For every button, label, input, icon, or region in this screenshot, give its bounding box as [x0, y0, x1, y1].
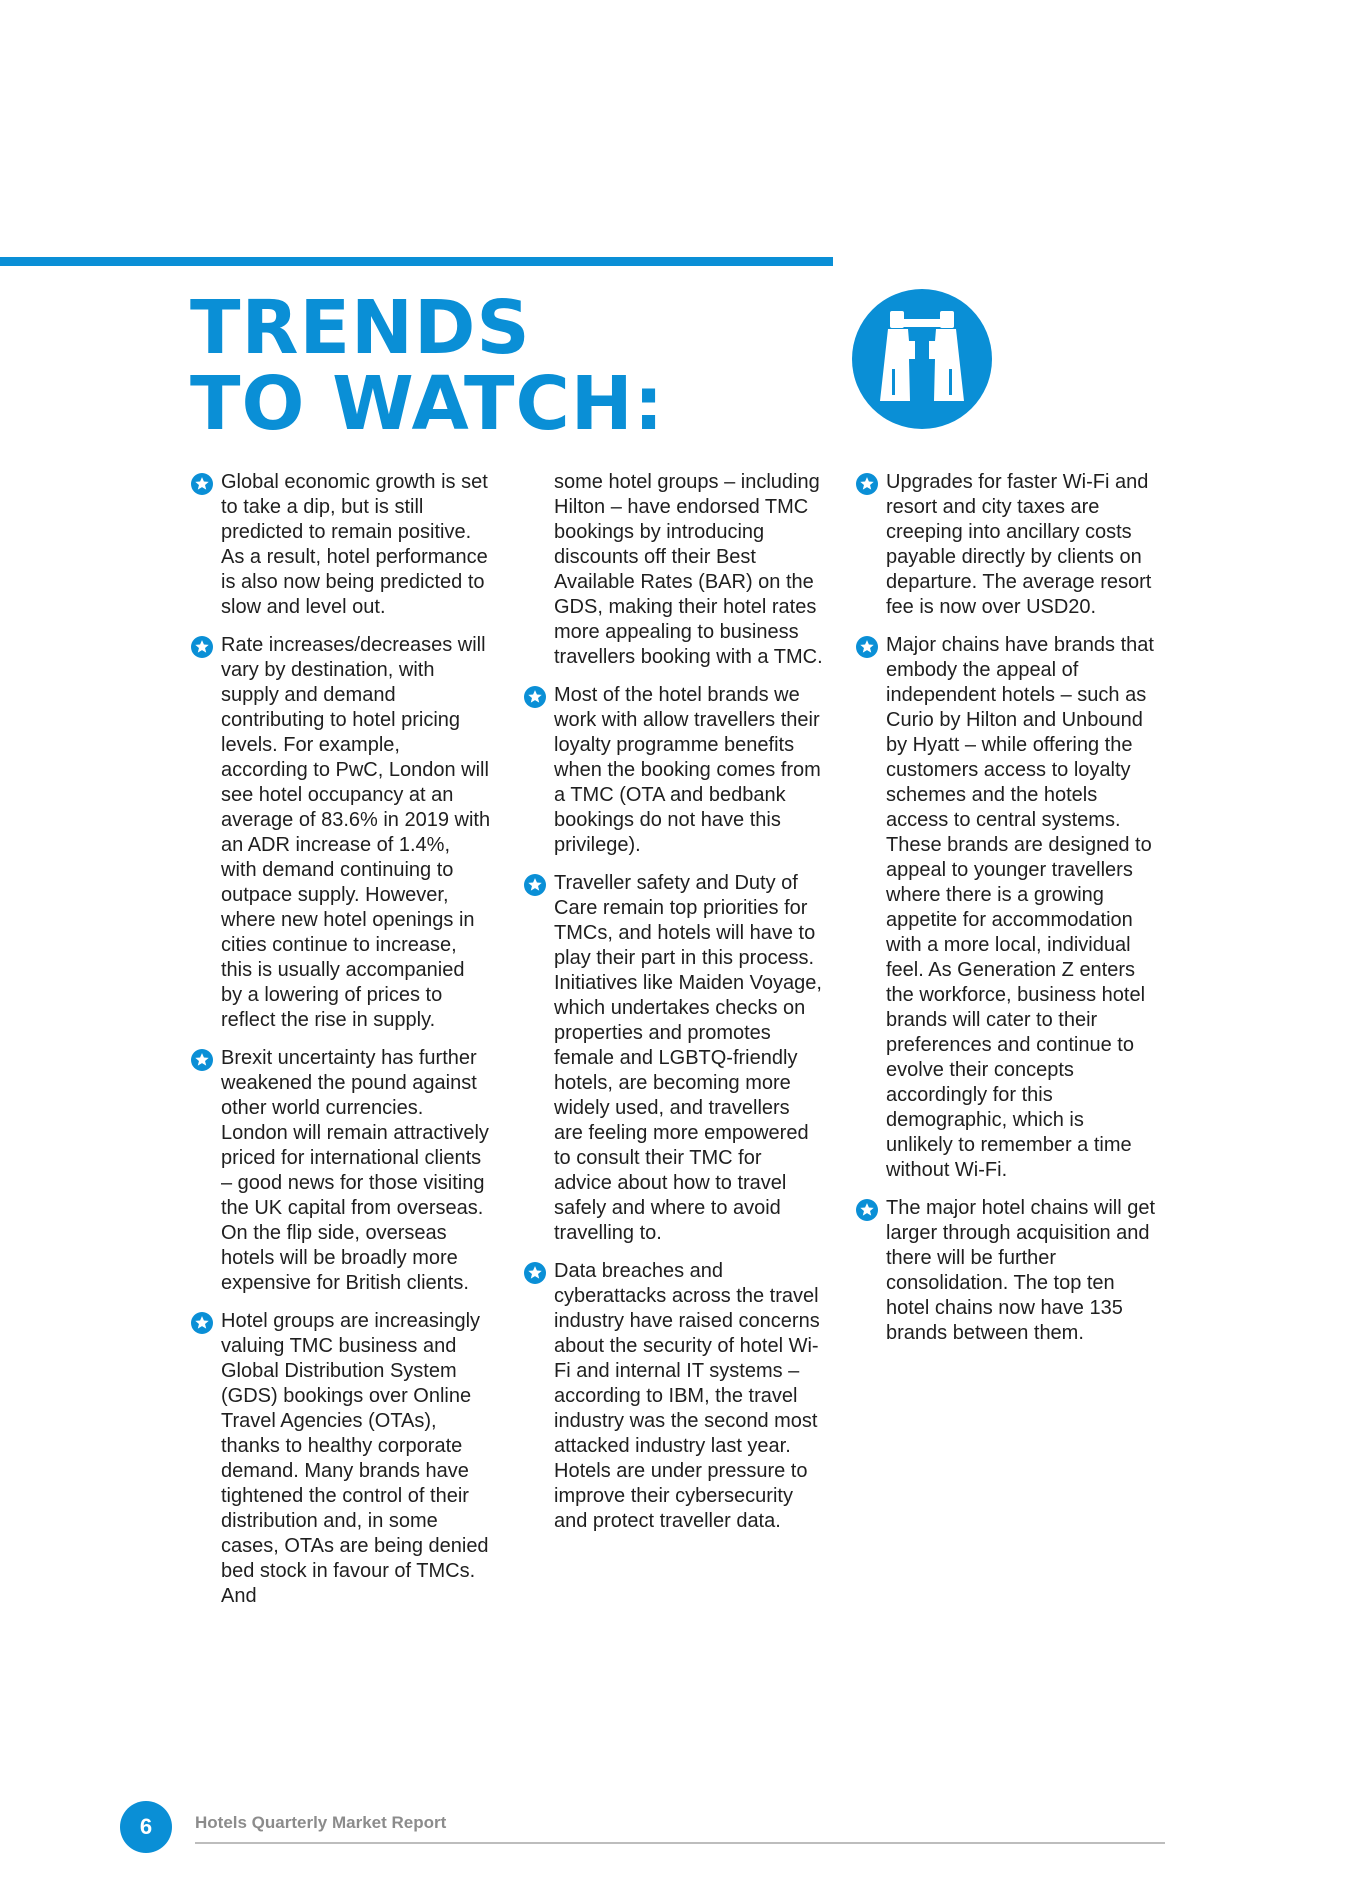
footer-report-title: Hotels Quarterly Market Report — [195, 1813, 447, 1832]
star-bullet-icon — [524, 686, 546, 708]
star-bullet-icon — [856, 636, 878, 658]
list-item-text: Data breaches and cyberattacks across the travel industry have raised concerns about the security of hotel Wi-Fi and internal IT systems – according to IBM, the travel industry was the second most attacked industry last year. Hotels are under pressure to improve their cybersecurity and protect traveller data. — [554, 1260, 820, 1532]
binoculars-icon — [852, 289, 992, 429]
list-item — [191, 1046, 491, 1296]
column-1 — [191, 470, 491, 1622]
footer-rule — [195, 1842, 1165, 1844]
star-bullet-icon — [856, 473, 878, 495]
star-bullet-icon — [191, 1049, 213, 1071]
star-bullet-icon — [856, 1199, 878, 1221]
list-item — [191, 633, 491, 1033]
list-item — [191, 1309, 491, 1609]
star-bullet-icon — [524, 874, 546, 896]
page-number: 6 — [120, 1801, 172, 1853]
list-item — [856, 470, 1156, 620]
list-item-text: Rate increases/decreases will vary by destination, with supply and demand contributing to hotel pricing levels. For example, according to PwC, London will see hotel occupancy at an average of 83.6% in 2019 with an ADR increase of 1.4%, with demand continuing to outpace supply. However, where new hotel openings in cities continue to increase, this is usually accompanied by a lowering of prices to reflect the rise in supply. — [221, 634, 491, 1031]
list-item-text: Upgrades for faster Wi-Fi and resort and city taxes are creeping into ancillary costs payable directly by clients on departure. The average resort fee is now over USD20. — [886, 471, 1152, 618]
star-bullet-icon — [524, 1262, 546, 1284]
title-line-2: TO WATCH: — [190, 361, 665, 447]
list-item-text: Major chains have brands that embody the appeal of independent hotels – such as Curio by Hilton and Unbound by Hyatt – while offering the customers access to loyalty schemes and the hotels access to central systems. These brands are designed to appeal to younger travellers where there is a growing appetite for accommodation with a more local, individual feel. As Generation Z enters the workforce, business hotel brands will cater to their preferences and continue to evolve their concepts accordingly for this demographic, which is unlikely to remember a time without Wi-Fi. — [886, 634, 1154, 1181]
column-3 — [856, 470, 1156, 1359]
page-title — [190, 285, 665, 447]
list-item — [524, 1259, 824, 1534]
star-bullet-icon — [191, 1312, 213, 1334]
list-item — [856, 633, 1156, 1183]
list-item-text: Most of the hotel brands we work with allow travellers their loyalty programme benefits when the booking comes from a TMC (OTA and bedbank bookings do not have this privilege). — [554, 684, 821, 856]
list-item — [524, 683, 824, 858]
list-item-text: Brexit uncertainty has further weakened the pound against other world currencies. London will remain attractively priced for international clients – good news for those visiting the UK capital from overseas. On the flip side, overseas hotels will be broadly more expensive for British clients. — [221, 1047, 489, 1294]
list-item-text: Traveller safety and Duty of Care remain top priorities for TMCs, and hotels will have to play their part in this process. Initiatives like Maiden Voyage, which undertakes checks on properties and promotes female and LGBTQ-friendly hotels, are becoming more widely used, and travellers are feeling more empowered to consult their TMC for advice about how to travel safely and where to avoid travelling to. — [554, 872, 822, 1244]
list-item-text: Global economic growth is set to take a dip, but is still predicted to remain positive. As a result, hotel performance is also now being predicted to slow and level out. — [221, 471, 488, 618]
list-item — [524, 871, 824, 1246]
continued-paragraph: some hotel groups – including Hilton – have endorsed TMC bookings by introducing discounts off their Best Available Rates (BAR) on the GDS, making their hotel rates more appealing to business travellers booking with a TMC. — [554, 471, 823, 668]
top-accent-rule — [0, 257, 833, 266]
title-line-1: TRENDS — [190, 285, 531, 371]
star-bullet-icon — [191, 473, 213, 495]
star-bullet-icon — [191, 636, 213, 658]
list-item — [856, 1196, 1156, 1346]
list-item — [191, 470, 491, 620]
column-2 — [524, 470, 824, 1547]
list-item-text: Hotel groups are increasingly valuing TMC business and Global Distribution System (GDS) bookings over Online Travel Agencies (OTAs), thanks to healthy corporate demand. Many brands have tightened the control of their distribution and, in some cases, OTAs are being denied bed stock in favour of TMCs. And — [221, 1310, 489, 1607]
list-item-text: The major hotel chains will get larger through acquisition and there will be further consolidation. The top ten hotel chains now have 135 brands between them. — [886, 1197, 1156, 1344]
